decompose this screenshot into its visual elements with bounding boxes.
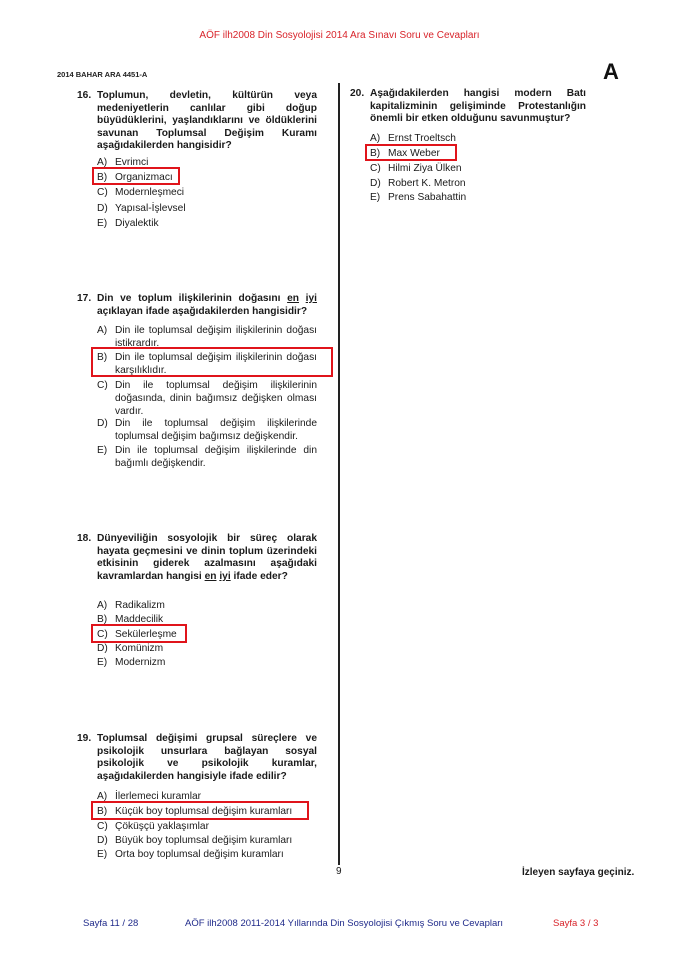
option-letter: C) [97, 187, 108, 198]
question-20 [350, 88, 595, 213]
option-text: Din ile toplumsal değişim ilişkilerinin doğası istikrardır. [115, 325, 317, 349]
question-18 [77, 533, 322, 673]
option-letter: B) [370, 148, 381, 159]
question-number: 16. [77, 90, 92, 101]
question-text-underlined: iyi [305, 293, 317, 304]
footer-title: AÖF ilh2008 2011-2014 Yıllarında Din Sosyolojisi Çıkmış Soru ve Cevapları [185, 918, 504, 929]
option-letter: C) [370, 163, 381, 174]
option-c[interactable] [370, 162, 590, 175]
option-e[interactable] [97, 656, 317, 669]
option-letter: B) [97, 172, 108, 183]
answer-mark [92, 167, 180, 185]
option-text: Evrimci [115, 157, 149, 168]
option-text: Din ile toplumsal değişim ilişkilerinin doğasında, dinin bağımsız değişken olması vardır. [115, 380, 317, 417]
question-text-part: Dünyeviliğin sosyolojik bir süreç olarak hayata geçmesini ve dinin toplum üzerindeki etkisinin giderek azalmasını aşağıdaki kavramlardan hangisi [97, 533, 317, 582]
option-letter: D) [97, 835, 108, 846]
option-text: Prens Sabahattin [388, 192, 467, 203]
question-16 [77, 90, 317, 240]
option-text: Orta boy toplumsal değişim kuramları [115, 849, 284, 860]
option-text: Komünizm [115, 643, 164, 654]
option-letter: A) [97, 157, 108, 168]
option-text: Din ile toplumsal değişim ilişkilerinde toplumsal değişim bağımsız değişkendir. [115, 418, 317, 442]
option-letter: A) [370, 133, 381, 144]
option-text: Radikalizm [115, 600, 165, 611]
option-letter: E) [97, 849, 108, 860]
option-letter: D) [370, 178, 381, 189]
option-d[interactable] [97, 834, 317, 847]
question-text-space [299, 293, 306, 304]
option-letter: C) [97, 821, 108, 832]
page-number: 9 [336, 866, 342, 877]
option-text: Diyalektik [115, 218, 159, 229]
option-text: Din ile toplumsal değişim ilişkilerinin doğası karşılıklıdır. [115, 352, 317, 376]
question-19 [77, 733, 322, 863]
option-e[interactable] [370, 191, 590, 204]
exam-code: 2014 BAHAR ARA 4451-A [57, 70, 148, 79]
question-text-part: ifade eder? [230, 570, 288, 582]
question-text: Aşağıdakilerden hangisi modern Batı kapitalizminin gelişiminde Protestanlığın önemli bir etken olduğunu savunmuştur? [370, 88, 586, 125]
option-text: İlerlemeci kuramlar [115, 791, 202, 802]
option-e[interactable] [97, 848, 317, 861]
question-text [97, 533, 317, 583]
question-number: 19. [77, 733, 92, 744]
option-d[interactable] [97, 202, 317, 215]
question-text-underlined: en [204, 570, 217, 582]
option-e[interactable] [97, 217, 317, 230]
option-letter: E) [97, 445, 108, 456]
option-letter: A) [97, 325, 108, 336]
option-letter: B) [97, 352, 108, 363]
option-letter: C) [97, 629, 108, 640]
option-letter: A) [97, 600, 108, 611]
footer-page-count: Sayfa 11 / 28 [83, 918, 139, 929]
option-letter: D) [97, 203, 108, 214]
option-text: Organizmacı [115, 172, 173, 183]
answer-mark [91, 347, 333, 377]
page-header-title: AÖF ilh2008 Din Sosyolojisi 2014 Ara Sınavı Soru ve Cevapları [199, 30, 480, 41]
option-letter: E) [370, 192, 381, 203]
option-d[interactable] [370, 177, 590, 190]
option-letter: A) [97, 791, 108, 802]
question-text-part: Din ve toplum ilişkilerinin doğasını [97, 293, 288, 304]
option-text: Modernleşmeci [115, 187, 185, 198]
option-text: Küçük boy toplumsal değişim kuramları [115, 806, 293, 817]
option-letter: D) [97, 418, 108, 429]
option-letter: C) [97, 380, 108, 391]
option-letter: B) [97, 806, 108, 817]
answer-mark [91, 801, 309, 820]
option-text: Çöküşçü yaklaşımlar [115, 821, 209, 832]
option-text: Ernst Troeltsch [388, 133, 456, 144]
option-letter: D) [97, 643, 108, 654]
question-number: 18. [77, 533, 92, 544]
option-letter: B) [97, 614, 108, 625]
option-text: Büyük boy toplumsal değişim kuramları [115, 835, 293, 846]
option-a[interactable] [97, 599, 317, 612]
booklet-letter: A [603, 59, 619, 84]
question-text: Toplumsal değişimi grupsal süreçlere ve psikolojik unsurlara bağlayan sosyal psikolojik ve psikolojik kuramlar, aşağıdakilerden hangisiyle ifade edilir? [97, 733, 317, 782]
option-c[interactable] [97, 186, 317, 199]
option-letter: E) [97, 218, 108, 229]
option-text: Maddecilik [115, 614, 164, 625]
question-17 [77, 293, 322, 473]
option-text: Sekülerleşme [115, 629, 177, 640]
next-page-note: İzleyen sayfaya geçiniz. [522, 867, 635, 878]
question-text-part: açıklayan ifade aşağıdakilerden hangisidir? [97, 305, 308, 317]
column-divider [338, 83, 340, 865]
option-text: Hilmi Ziya Ülken [388, 163, 462, 174]
question-text: Toplumun, devletin, kültürün veya medeniyetlerin canlılar gibi doğup büyüdüklerini, yaşlandıklarını ve öldüklerini savunan Toplumsal Değişim Kuramı aşağıdakilerden hangisidir? [97, 90, 317, 152]
answer-mark [91, 624, 187, 643]
question-number: 20. [350, 88, 365, 99]
question-text-underlined: iyi [219, 570, 231, 582]
option-text: Modernizm [115, 657, 166, 668]
option-letter: E) [97, 657, 108, 668]
answer-mark [365, 144, 457, 161]
option-text: Robert K. Metron [388, 178, 466, 189]
question-text-underlined: en [287, 293, 299, 304]
option-d[interactable] [97, 642, 317, 655]
option-text: Yapısal-İşlevsel [115, 203, 186, 214]
question-number: 17. [77, 293, 92, 304]
option-text: Din ile toplumsal değişim ilişkilerinde din bağımlı değişkendir. [115, 445, 317, 469]
footer-page-of: Sayfa 3 / 3 [553, 918, 599, 929]
option-c[interactable] [97, 820, 317, 833]
question-text [97, 293, 317, 318]
option-text: Max Weber [388, 148, 440, 159]
